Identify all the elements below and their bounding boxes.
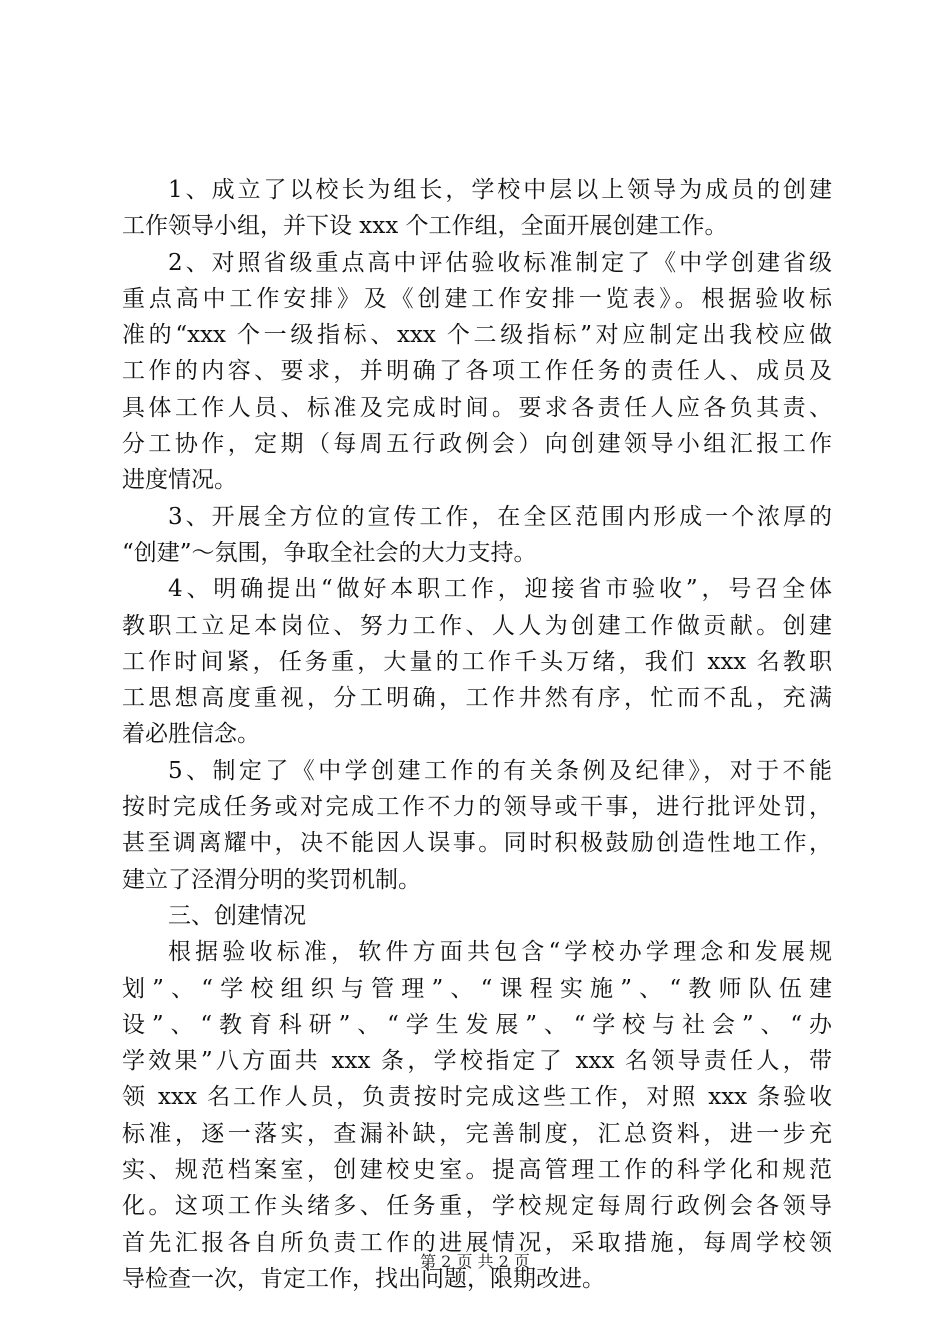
paragraph-line: 甚至调离耀中，决不能因人误事。同时积极鼓励创造性地工作， [122, 830, 832, 857]
paragraph-line: 设”、“教育科研”、“学生发展”、“学校与社会”、“办 [122, 1011, 832, 1038]
paragraph-line: 建立了泾渭分明的奖罚机制。 [122, 866, 421, 893]
paragraph-line: 根据验收标准，软件方面共包含“学校办学理念和发展规 [168, 939, 832, 966]
section-heading: 三、创建情况 [168, 902, 306, 929]
paragraph-line: 进度情况。 [122, 467, 237, 494]
paragraph-line: 5、制定了《中学创建工作的有关条例及纪律》，对于不能 [168, 757, 832, 784]
paragraph-line: 分工协作，定期（每周五行政例会）向创建领导小组汇报工作 [122, 431, 832, 458]
paragraph-line: 化。这项工作头绪多、任务重，学校规定每周行政例会各领导 [122, 1193, 832, 1220]
paragraph-line: “创建”～氛围，争取全社会的大力支持。 [122, 539, 537, 566]
paragraph-line: 重点高中工作安排》及《创建工作安排一览表》。根据验收标 [122, 285, 832, 312]
document-body [122, 172, 832, 1297]
paragraph-line: 首先汇报各自所负责工作的进展情况，采取措施，每周学校领 [122, 1229, 832, 1256]
paragraph-line: 按时完成任务或对完成工作不力的领导或干事，进行批评处罚， [122, 794, 832, 821]
paragraph-line: 实、规范档案室，创建校史室。提高管理工作的科学化和规范 [122, 1157, 832, 1184]
paragraph-line: 1、成立了以校长为组长，学校中层以上领导为成员的创建 [168, 177, 832, 203]
paragraph-line: 划”、“学校组织与管理”、“课程实施”、“教师队伍建 [122, 975, 832, 1002]
paragraph-line: 工思想高度重视，分工明确，工作井然有序，忙而不乱，充满 [122, 685, 832, 712]
paragraph-line: 工作时间紧，任务重，大量的工作千头万绪，我们 xxx 名教职 [122, 648, 832, 675]
paragraph-line: 具体工作人员、标准及完成时间。要求各责任人应各负其责、 [122, 394, 832, 421]
paragraph-line: 领 xxx 名工作人员，负责按时完成这些工作，对照 xxx 条验收 [122, 1084, 832, 1111]
page-number-footer: 第 2 页 共 2 页 [420, 1252, 530, 1271]
paragraph-line: 3、开展全方位的宣传工作，在全区范围内形成一个浓厚的 [168, 503, 832, 530]
paragraph-line: 4、明确提出“做好本职工作，迎接省市验收”，号召全体 [168, 576, 832, 603]
paragraph-line: 工作领导小组，并下设 xxx 个工作组，全面开展创建工作。 [122, 213, 728, 240]
paragraph-line: 准的“xxx 个一级指标、xxx 个二级指标”对应制定出我校应做 [122, 322, 832, 349]
paragraph-line: 教职工立足本岗位、努力工作、人人为创建工作做贡献。创建 [122, 612, 832, 639]
paragraph-line: 标准，逐一落实，查漏补缺，完善制度，汇总资料，进一步充 [122, 1120, 832, 1147]
paragraph-line: 2、对照省级重点高中评估验收标准制定了《中学创建省级 [168, 249, 832, 276]
paragraph-line: 着必胜信念。 [122, 721, 260, 748]
paragraph-line: 导检查一次，肯定工作，找出问题，限期改进。 [122, 1265, 605, 1292]
paragraph-line: 工作的内容、要求，并明确了各项工作任务的责任人、成员及 [122, 358, 832, 385]
paragraph-line: 学效果”八方面共 xxx 条，学校指定了 xxx 名领导责任人，带 [122, 1048, 832, 1075]
